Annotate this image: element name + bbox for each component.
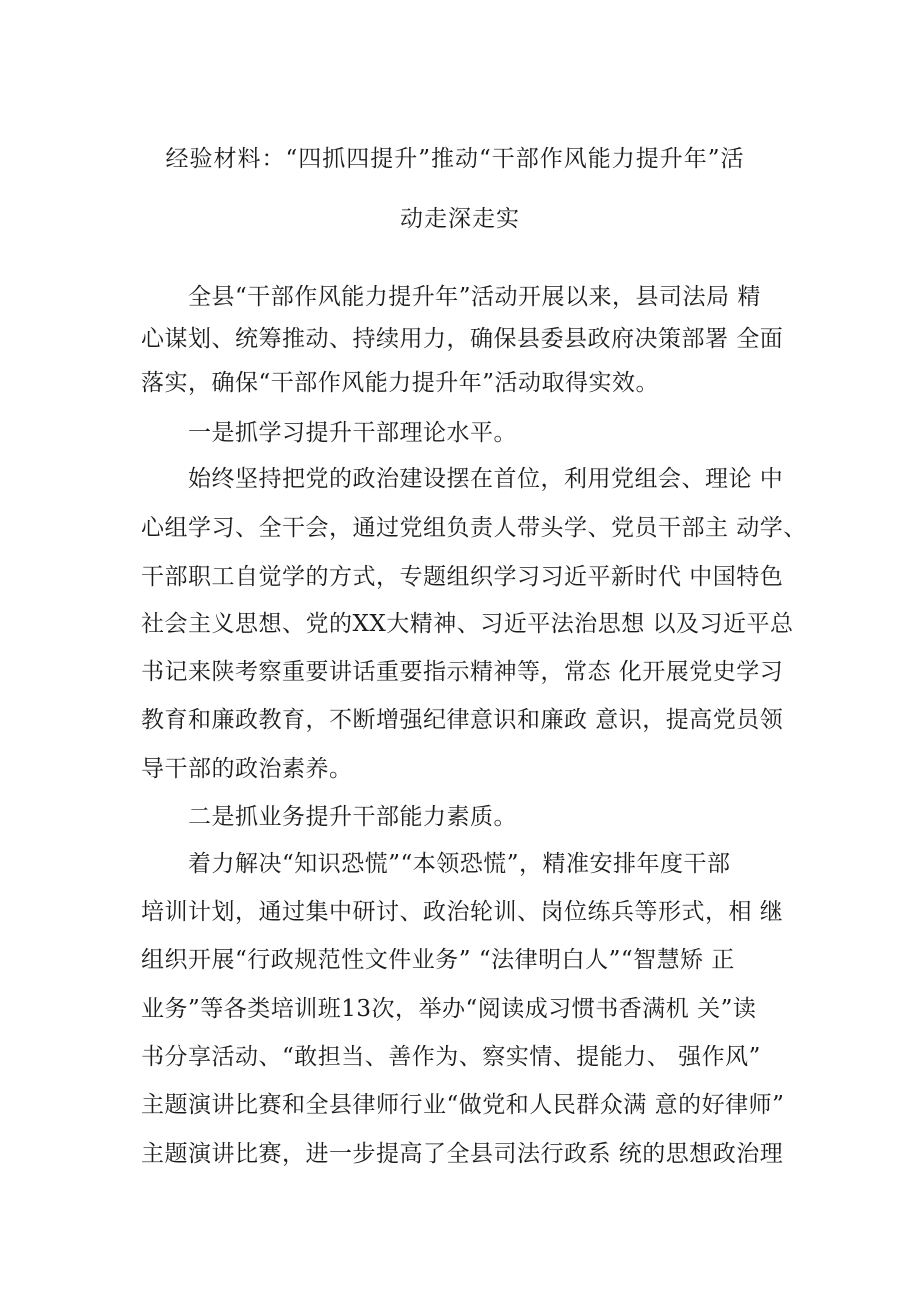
paragraph-line: 导干部的政治素养。	[141, 756, 353, 782]
document-title-line-2: 动走深走实	[400, 206, 520, 232]
paragraph-line: 落实，确保“干部作风能力提升年”活动取得实效。	[141, 370, 660, 396]
paragraph-line: 教育和廉政教育，不断增强纪律意识和廉政 意识，提高党员领	[141, 707, 784, 733]
paragraph-line: 心组学习、全干会，通过党组负责人带头学、党员干部主 动学、	[141, 515, 807, 541]
paragraph-line: 全县“干部作风能力提升年”活动开展以来，县司法局 精	[188, 284, 761, 310]
section-heading: 二是抓业务提升干部能力素质。	[188, 804, 517, 830]
document-title-line-1: 经验材料：“四抓四提升”推动“干部作风能力提升年”活	[165, 146, 745, 172]
paragraph-line: 始终坚持把党的政治建设摆在首位，利用党组会、理论 中	[188, 466, 784, 492]
paragraph-line: 书记来陕考察重要讲话重要指示精神等，常态 化开展党史学习	[141, 659, 784, 685]
paragraph-line: 心谋划、统筹推动、持续用力，确保县委县政府决策部署 全面	[141, 326, 784, 352]
section-heading: 一是抓学习提升干部理论水平。	[188, 420, 517, 446]
paragraph-line: 主题演讲比赛，进一步提高了全县司法行政系 统的思想政治理	[141, 1141, 784, 1167]
paragraph-line: 培训计划，通过集中研讨、政治轮训、岗位练兵等形式，相 继	[141, 899, 784, 925]
paragraph-line: 书分享活动、“敢担当、善作为、察实情、提能力、 强作风”	[141, 1044, 761, 1070]
paragraph-line: 业务”等各类培训班13次，举办“阅读成习惯书香满机 关”读	[141, 996, 757, 1022]
paragraph-line: 干部职工自觉学的方式，专题组织学习习近平新时代 中国特色	[141, 564, 784, 590]
paragraph-line: 主题演讲比赛和全县律师行业“做党和人民群众满 意的好律师”	[141, 1092, 785, 1118]
paragraph-line: 组织开展“行政规范性文件业务” “法律明白人”“智慧矫 正	[141, 947, 735, 973]
paragraph-line: 社会主义思想、党的XX大精神、习近平法治思想 以及习近平总	[141, 611, 794, 637]
paragraph-line: 着力解决“知识恐慌”“本领恐慌”，精准安排年度干部	[188, 851, 731, 877]
